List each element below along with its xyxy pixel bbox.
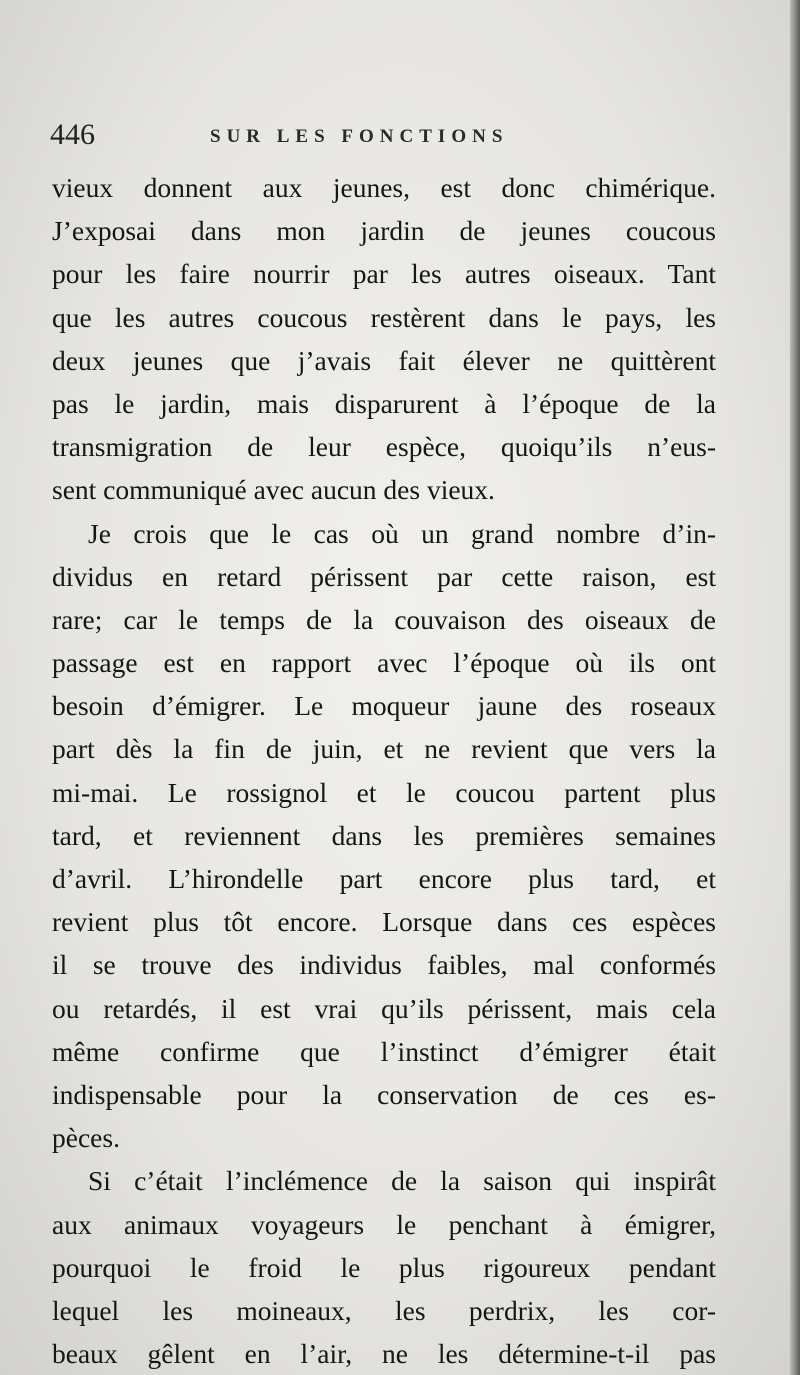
running-head: SUR LES FONCTIONS: [210, 126, 509, 147]
text-line: J’exposai dans mon jardin de jeunes coucous: [52, 215, 716, 247]
body-text: [52, 166, 716, 1375]
text-line: mi-mai. Le rossignol et le coucou partent plus: [52, 776, 716, 808]
text-line: beaux gêlent en l’air, ne les détermine-t-il pas: [52, 1338, 716, 1370]
text-line: deux jeunes que j’avais fait élever ne quittèrent: [52, 344, 716, 376]
text-line: tard, et reviennent dans les premières semaines: [52, 819, 716, 851]
text-line: même confirme que l’instinct d’émigrer était: [52, 1035, 716, 1067]
text-line: d’avril. L’hirondelle part encore plus tard, et: [52, 863, 716, 894]
text-line: rare; car le temps de la couvaison des oiseaux de: [52, 603, 716, 635]
text-line: pour les faire nourrir par les autres oiseaux. Tant: [52, 258, 716, 290]
page-number: 446: [50, 118, 95, 151]
text-line: ou retardés, il est vrai qu’ils périssent, mais cela: [52, 992, 716, 1024]
text-line: il se trouve des individus faibles, mal conformés: [52, 949, 716, 981]
text-line: part dès la fin de juin, et ne revient que vers la: [52, 733, 716, 765]
page-header: [50, 118, 730, 158]
text-line: revient plus tôt encore. Lorsque dans ces espèces: [52, 906, 716, 938]
text-line: indispensable pour la conservation de ces es-: [52, 1078, 716, 1110]
text-line: Si c’était l’inclémence de la saison qui inspirât: [88, 1165, 716, 1197]
text-line: pèces.: [52, 1122, 120, 1154]
text-line: que les autres coucous restèrent dans le pays, les: [52, 301, 716, 333]
text-line: aux animaux voyageurs le penchant à émigrer,: [52, 1208, 716, 1240]
page-edge-shadow: [790, 0, 800, 1375]
text-line: pourquoi le froid le plus rigoureux pendant: [52, 1251, 716, 1283]
text-line: vieux donnent aux jeunes, est donc chimérique.: [52, 172, 716, 203]
text-line: pas le jardin, mais disparurent à l’époque de la: [52, 387, 716, 419]
text-line: Je crois que le cas où un grand nombre d’in-: [88, 517, 716, 549]
text-line: sent communiqué avec aucun des vieux.: [52, 474, 495, 506]
text-line: passage est en rapport avec l’époque où ils ont: [52, 647, 716, 679]
text-line: transmigration de leur espèce, quoiqu’ils n’eus-: [52, 431, 716, 463]
text-line: besoin d’émigrer. Le moqueur jaune des roseaux: [52, 690, 716, 722]
text-line: dividus en retard périssent par cette raison, est: [52, 560, 716, 592]
text-line: lequel les moineaux, les perdrix, les cor-: [52, 1294, 716, 1326]
